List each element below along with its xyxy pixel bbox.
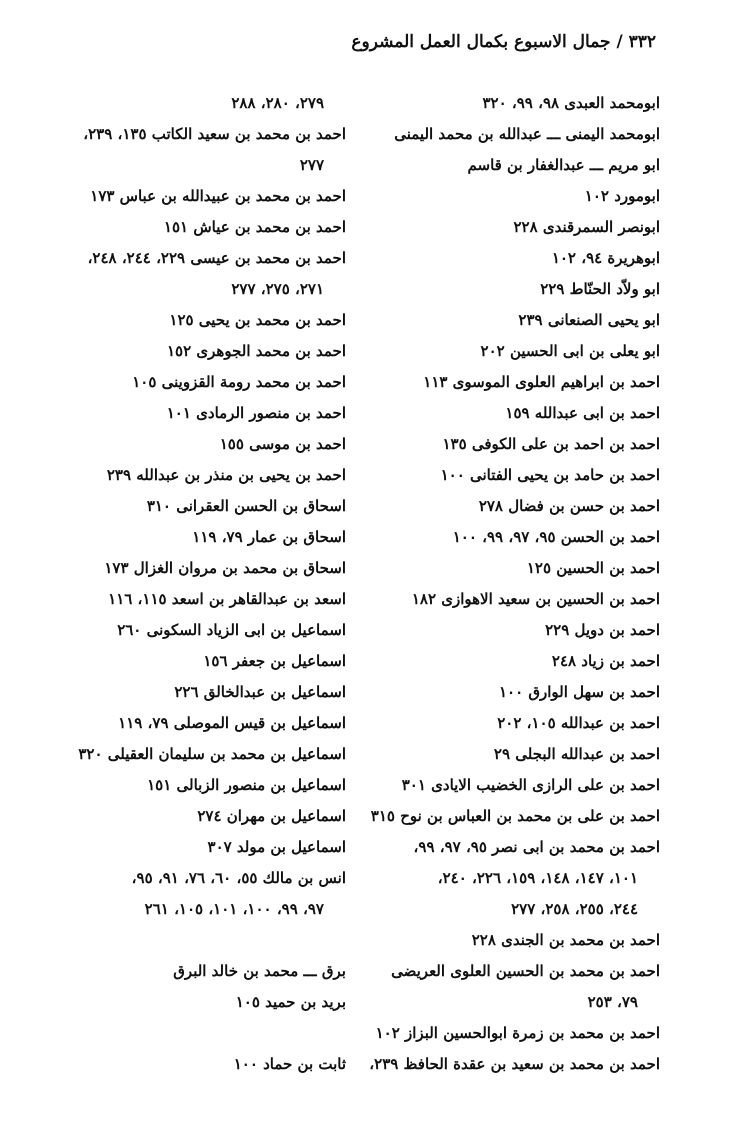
index-entry: اسماعيل بن جعفر ١٥٦: [203, 652, 346, 670]
index-entry: احمد بن الحسن ٩٥، ٩٧، ٩٩، ١٠٠: [452, 528, 660, 546]
index-entry: انس بن مالك ٥٥، ٦٠، ٧٦، ٩١، ٩٥،: [131, 869, 346, 887]
index-entry: ابومحمد اليمنى ـــ عبدالله بن محمد اليمنى: [394, 125, 660, 143]
index-entry: احمد بن محمد الجوهرى ١٥٢: [167, 342, 346, 360]
index-entry-continuation: ٢٤٤، ٢٥٥، ٢٥٨، ٢٧٧: [511, 900, 638, 918]
index-entry: ابوهريرة ٩٤، ١٠٢: [551, 249, 660, 267]
index-entry: احمد بن حسن بن فضال ٢٧٨: [478, 497, 660, 515]
index-entry: بريد بن حميد ١٠٥: [235, 993, 346, 1011]
index-entry: احمد بن زياد ٢٤٨: [551, 652, 660, 670]
index-entry: اسماعيل بن ابى الزياد السكونى ٢٦٠: [117, 621, 346, 639]
index-entry: احمد بن موسى ١٥٥: [219, 435, 346, 453]
index-entry: اسماعيل بن قيس الموصلى ٧٩، ١١٩: [118, 714, 346, 732]
index-entry: احمد بن الحسين ١٢٥: [526, 559, 660, 577]
index-entry: اسماعيل بن عبدالخالق ٢٢٦: [174, 683, 346, 701]
index-entry: احمد بن عبدالله البجلى ٢٩: [493, 745, 660, 763]
index-entry: احمد بن محمد بن الحسين العلوى العريضى: [391, 962, 660, 980]
index-entry-continuation: ٧٩، ٢٥٣: [587, 993, 638, 1011]
index-entry: اسماعيل بن محمد بن سليمان العقيلى ٣٢٠: [78, 745, 346, 763]
index-entry: احمد بن محمد رومة القزوينى ١٠٥: [132, 373, 346, 391]
index-entry: احمد بن محمد بن زمرة ابوالحسين البزاز ١٠٢: [375, 1024, 660, 1042]
section-gap: [46, 1018, 346, 1049]
index-entry: احمد بن عبدالله ١٠٥، ٢٠٢: [497, 714, 660, 732]
index-entry: ابو يحيى الصنعانى ٢٣٩: [518, 311, 660, 329]
index-entry-continuation: ٢٧١، ٢٧٥، ٢٧٧: [231, 280, 324, 298]
index-column-right: [360, 88, 660, 1080]
index-column-left: [46, 88, 346, 1080]
index-entry: ابو يعلى بن ابى الحسين ٢٠٢: [480, 342, 660, 360]
index-entry: اسحاق بن الحسن العقرانى ٣١٠: [146, 497, 346, 515]
index-entry: ابومورد ١٠٢: [584, 187, 660, 205]
index-entry: احمد بن ابى عبدالله ١٥٩: [505, 404, 660, 422]
page-header: [96, 32, 656, 52]
index-entry: احمد بن يحيى بن منذر بن عبدالله ٢٣٩: [106, 466, 346, 484]
index-entry: احمد بن الحسين بن سعيد الاهوازى ١٨٢: [411, 590, 660, 608]
index-entry: احمد بن محمد بن عياش ١٥١: [163, 218, 346, 236]
index-entry: اسماعيل بن مهران ٢٧٤: [197, 807, 346, 825]
index-entry: احمد بن حامد بن يحيى الفتانى ١٠٠: [440, 466, 660, 484]
index-entry: ابو ولاّد الحنّاط ٢٢٩: [540, 280, 660, 298]
index-entry: ابومحمد العبدى ٩٨، ٩٩، ٣٢٠: [482, 94, 660, 112]
index-entry-continuation: ٢٧٩، ٢٨٠، ٢٨٨: [231, 94, 324, 112]
index-entry: احمد بن محمد بن عبيدالله بن عباس ١٧٣: [90, 187, 346, 205]
index-entry: احمد بن محمد بن ابى نصر ٩٥، ٩٧، ٩٩،: [413, 838, 660, 856]
index-entry-continuation: ١٠١، ١٤٧، ١٤٨، ١٥٩، ٢٢٦، ٢٤٠،: [437, 869, 638, 887]
index-entry: احمد بن سهل الوارق ١٠٠: [498, 683, 660, 701]
index-entry: احمد بن منصور الرمادى ١٠١: [166, 404, 346, 422]
index-entry: اسعد بن عبدالقاهر بن اسعد ١١٥، ١١٦: [108, 590, 346, 608]
index-entry: اسماعيل بن مولد ٣٠٧: [207, 838, 346, 856]
index-entry: احمد بن دويل ٢٢٩: [545, 621, 660, 639]
index-entry: برق ـــ محمد بن خالد البرق: [173, 962, 346, 980]
index-entry: احمد بن ابراهيم العلوى الموسوى ١١٣: [423, 373, 660, 391]
index-entry: ابو مريم ـــ عبدالغفار بن قاسم: [467, 156, 660, 174]
index-entry: ثابت بن حماد ١٠٠: [233, 1055, 346, 1073]
page-title: ٣٣٢ / جمال الاسبوع بكمال العمل المشروع: [351, 32, 656, 52]
index-entry: احمد بن محمد بن عيسى ٢٢٩، ٢٤٤، ٢٤٨،: [87, 249, 346, 267]
index-entry: احمد بن محمد بن سعيد بن عقدة الحافظ ٢٣٩،: [369, 1055, 660, 1073]
index-entry: احمد بن محمد بن يحيى ١٢٥: [169, 311, 346, 329]
index-entry-continuation: ٢٧٧: [299, 156, 324, 174]
index-entry: احمد بن محمد بن سعيد الكاتب ١٣٥، ٢٣٩،: [83, 125, 346, 143]
section-gap: [46, 925, 346, 956]
index-entry: ابونصر السمرقندى ٢٢٨: [513, 218, 660, 236]
index-entry: اسحاق بن محمد بن مروان الغزال ١٧٣: [104, 559, 346, 577]
index-entry: اسحاق بن عمار ٧٩، ١١٩: [192, 528, 346, 546]
index-entry: احمد بن على الرازى الخضيب الايادى ٣٠١: [401, 776, 660, 794]
index-entry: احمد بن على بن محمد بن العباس بن نوح ٣١٥: [370, 807, 660, 825]
index-entry-continuation: ٩٧، ٩٩، ١٠٠، ١٠١، ١٠٥، ٢٦١: [144, 900, 324, 918]
index-entry: احمد بن احمد بن على الكوفى ١٣٥: [442, 435, 660, 453]
index-entry: اسماعيل بن منصور الزبالى ١٥١: [147, 776, 346, 794]
index-entry: احمد بن محمد بن الجندى ٢٢٨: [471, 931, 660, 949]
